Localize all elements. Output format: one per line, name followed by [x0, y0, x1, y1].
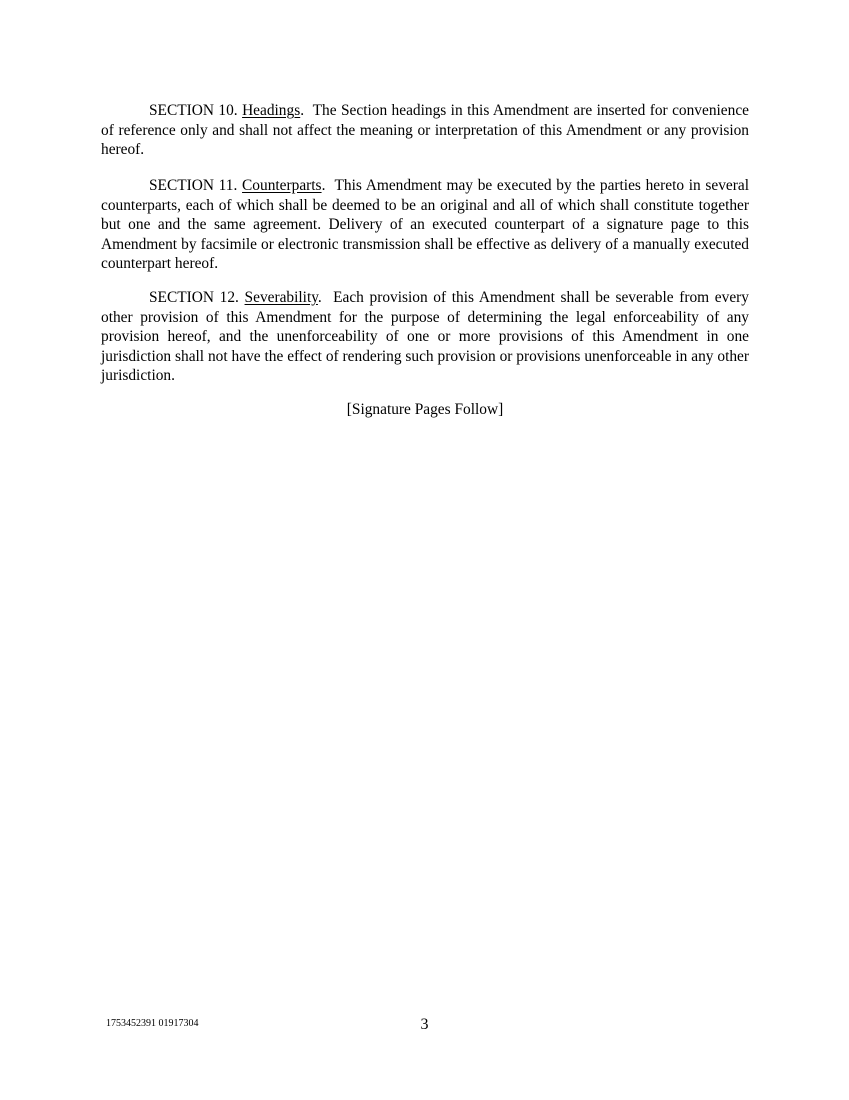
document-id: 1753452391 01917304 [106, 1018, 199, 1029]
section-11-paragraph [101, 176, 749, 274]
section-12-title-punct: . [317, 289, 322, 306]
section-11-number: SECTION 11. [149, 177, 238, 194]
section-10-paragraph [101, 101, 749, 160]
section-12-title: Severability [244, 289, 318, 306]
section-10-title-punct: . [300, 102, 305, 119]
section-11-title: Counterparts [242, 177, 322, 194]
signature-pages-follow-note: [Signature Pages Follow] [346, 401, 504, 418]
section-10-title: Headings [242, 102, 301, 119]
page-number: 3 [420, 1016, 429, 1033]
section-10-body: The Section headings in this Amendment are inserted for convenience of reference only and shall not affect the meaning or interpretation of this Amendment or any provision hereof. [101, 102, 749, 158]
section-12-number: SECTION 12. [149, 289, 239, 306]
section-11-body: This Amendment may be executed by the parties hereto in several counterparts, each of which shall be deemed to be an original and all of which shall constitute together but one and the same agreement. Delivery of an executed counterpart of a signature page to this Amendment by facsimile or electronic transmission shall be effective as delivery of a manually executed counterpart hereof. [101, 177, 749, 272]
section-12-body: Each provision of this Amendment shall be severable from every other provision of this Amendment for the purpose of determining the legal enforceability of any provision hereof, and the unenforceability of one or more provisions of this Amendment in one jurisdiction shall not have the effect of rendering such provision or provisions unenforceable in any other jurisdiction. [101, 289, 749, 384]
section-11-title-punct: . [321, 177, 326, 194]
section-12-paragraph [101, 288, 749, 386]
section-10-number: SECTION 10. [149, 102, 238, 119]
